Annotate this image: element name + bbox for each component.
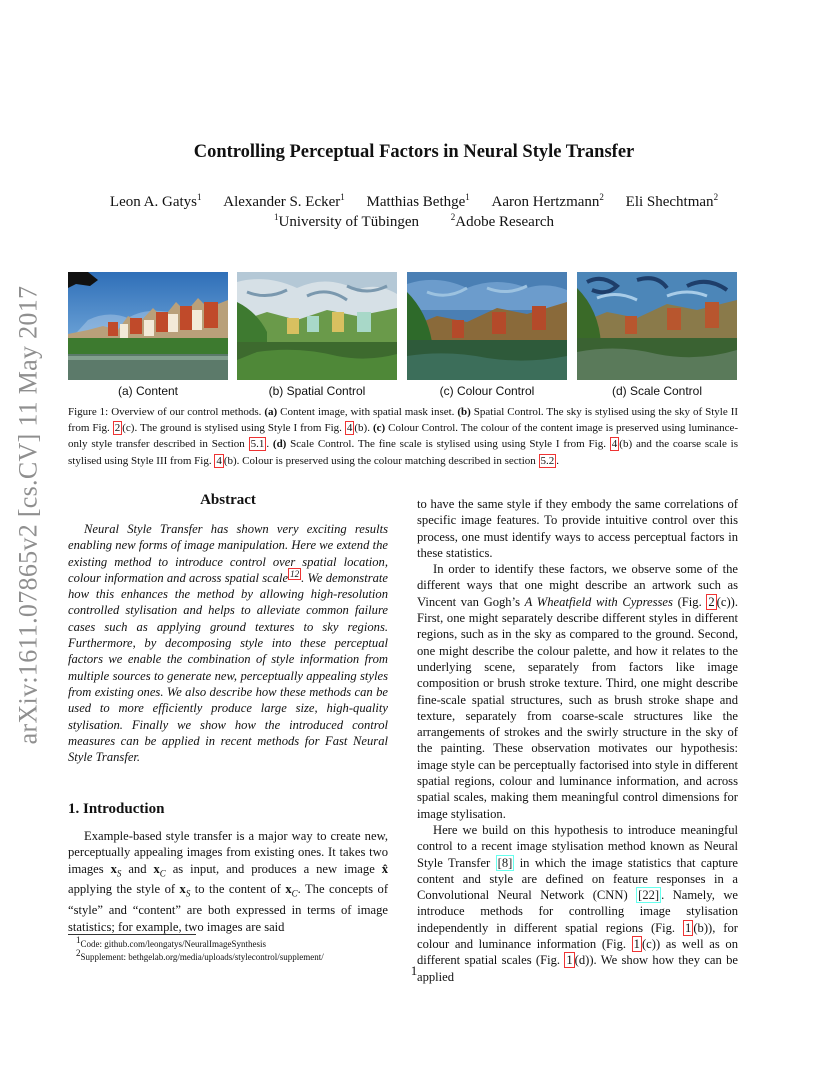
figure-ref-link[interactable]: 2 xyxy=(114,422,121,435)
paragraph: Here we build on this hypothesis to introduce meaningful control to a recent image stylisation method known as Neural Style Transfer [8] in which the image statistics that capture content and style are defined on feature responses in a Convolutional Neural Network (CNN) [22] . Namely, we introduce methods for controlling image stylisation independently in different spatial regions (Fig. 1 (b)), for colour and luminance information (Fig. 1 (c)) as well as on different spatial scales (Fig. 1 (d)). We show how they can be applied xyxy=(417,822,739,984)
footnote-link[interactable]: 12 xyxy=(290,568,300,579)
author: Eli Shechtman$^2$ xyxy=(625,192,719,210)
section-ref-link[interactable]: 5.1 xyxy=(250,438,265,451)
footnote-supplement: $^2$Supplement: bethgelab.org/media/uploads/stylecontrol/supplement/ xyxy=(76,948,324,962)
panel-label: (d) Scale Control xyxy=(611,384,703,398)
panel-label: (b) Spatial Control xyxy=(268,384,366,398)
affiliation-list xyxy=(0,214,828,231)
paper-title: Controlling Perceptual Factors in Neural Style Transfer xyxy=(193,142,635,162)
footnote-rule xyxy=(68,934,196,935)
abstract-text: Neural Style Transfer has shown very exciting results enabling new forms of image manipulation. Here we extend the existing method to introduce control over spatial location, colour information and across spatial scale $^{12}$ . We demonstrate how this enhances the method by allowing high-resolution controlled stylisation and helps to alleviate common failure cases such as applying ground textures to sky regions. Furthermore, by decomposing style into these perceptual factors we enable the combination of style information from multiple sources to generate new, perceptually appealing styles from existing ones. We also describe how these methods can be used to more efficiently produce large size, high-quality stylisation. Finally we show how the introduced control measures can be applied in recent methods for Fast Neural Style Transfer. xyxy=(68,522,388,765)
panel-label: (c) Colour Control xyxy=(439,384,535,398)
figure-content-image xyxy=(68,272,228,380)
scale-control-image xyxy=(577,272,737,380)
figure-ref-link[interactable]: 1 xyxy=(685,920,692,935)
author: Leon A. Gatys$^1$ xyxy=(109,192,202,210)
author-list xyxy=(0,194,828,211)
figure-ref-link[interactable]: 4 xyxy=(346,422,353,435)
abstract-heading: Abstract xyxy=(200,492,256,508)
figure-ref-link[interactable]: 4 xyxy=(611,438,618,451)
colour-control-image xyxy=(407,272,567,380)
figure-ref-link[interactable]: 1 xyxy=(566,953,573,968)
affiliation: $^1$University of Tübingen xyxy=(273,212,420,230)
affiliation: $^2$Adobe Research xyxy=(450,212,554,230)
figure-ref-link[interactable]: 2 xyxy=(708,594,715,609)
panel-label: (a) Content xyxy=(117,384,179,398)
figure-caption: Figure 1: Overview of our control methods. (a) Content image, with spatial mask inset. (b) Spatial Control. The sky is stylised using the sky of Style II from Fig. 2 (c). The ground is stylised using Style I from Fig. 4 (b). (c) Colour Control. The colour of the content image is preserved using luminance-only style transfer described in Section 5.1 . (d) Scale Control. The fine scale is stylised using using Style I from Fig. 4 (b) and the coarse scale is stylised using Style III from Fig. 4 (b). Colour is preserved using the colour matching described in section 5.2 . xyxy=(68,406,739,467)
citation-link[interactable]: [8] xyxy=(497,855,513,870)
figure-spatial-image xyxy=(237,272,397,380)
figure-colour-image xyxy=(407,272,567,380)
paragraph: In order to identify these factors, we observe some of the different ways that one might describe an artwork such as Vincent van Gogh’s A Wheatfield with Cypresses (Fig. 2 (c)). First, one might separately describe different styles in different regions, such as in the sky as compared to the ground. Second, one might describe the colour palette, and how it relates to the underlying scene, separately from factors like image composition or brush stroke texture. Third, one might describe fine-scale spatial structures, such as brush stroke shape and texture, separately from coarse-scale structures like the arrangements of strokes and the swirly structure in the sky of the painting. These observation motivates our hypothesis: image style can be perceptually factorised into style in different spatial regions, colour and luminance information, and across spatial scales, making them meaningful control dimensions for image stylisation. xyxy=(417,562,738,821)
arxiv-stamp xyxy=(8,272,48,757)
author: Matthias Bethge$^1$ xyxy=(366,192,470,210)
figure-ref-link[interactable]: 4 xyxy=(216,454,222,467)
figure-scale-image xyxy=(577,272,737,380)
figure-ref-link[interactable]: 1 xyxy=(633,937,640,952)
spatial-control-image xyxy=(237,272,397,380)
author: Alexander S. Ecker$^1$ xyxy=(223,192,345,210)
citation-link[interactable]: [22] xyxy=(638,888,660,903)
footnote-code: $^1$Code: github.com/leongatys/NeuralImageSynthesis xyxy=(76,935,266,949)
author: Aaron Hertzmann$^2$ xyxy=(491,192,604,210)
content-image xyxy=(68,272,228,380)
section-ref-link[interactable]: 5.2 xyxy=(540,454,555,467)
paragraph: to have the same style if they embody the same correlations of specific image features. To provide intuitive control over this process, one must identify ways to access perceptual factors in these statistics. xyxy=(417,497,738,560)
introduction-heading: 1. Introduction xyxy=(68,801,165,817)
right-column-text xyxy=(417,496,738,985)
arxiv-id: arXiv:1611.07865v2 [cs.CV] 11 May 2017 xyxy=(13,285,42,744)
introduction-paragraph: Example-based style transfer is a major way to create new, perceptually appealing images from existing ones. It takes two images $x_S$ and $x_C$ as input, and produces a new image x̂ applying the style of $x_S$ to the content of $x_C$. The concepts of “style” and “content” are both expressed in terms of image statistics; for example, two images are said xyxy=(68,829,389,934)
page-number: 1 xyxy=(410,963,418,978)
